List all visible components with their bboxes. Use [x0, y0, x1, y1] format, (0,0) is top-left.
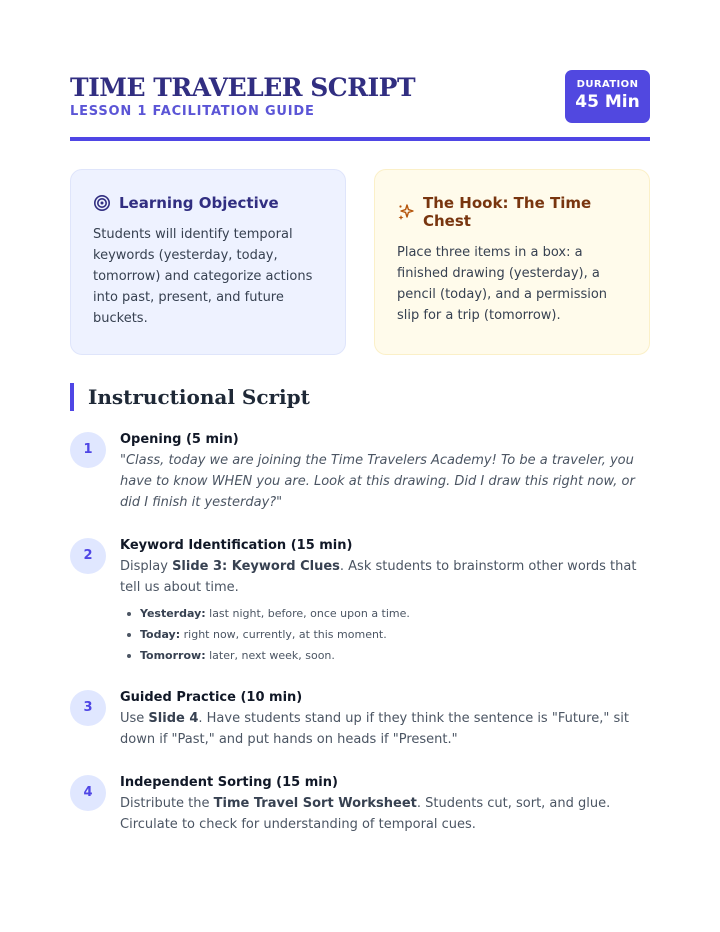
learning-objective-card — [70, 169, 346, 355]
worksheet-reference: Time Travel Sort Worksheet — [213, 796, 417, 811]
step-title: Independent Sorting (15 min) — [120, 775, 338, 790]
list-item: Tomorrow: later, next week, soon. — [120, 645, 650, 666]
step-number: 1 — [70, 432, 106, 468]
step-quote: "Class, today we are joining the Time Travelers Academy! To be a traveler, you have to know WHEN you are. Look at this drawing. Did I draw this right now, or did I finish it yesterday?" — [120, 453, 635, 510]
slide-reference: Slide 4 — [148, 711, 199, 726]
header-divider — [70, 137, 650, 141]
step-content — [120, 775, 650, 835]
duration-value: 45 Min — [575, 92, 640, 112]
step-text: Display Slide 3: Keyword Clues. Ask students to brainstorm other words that tell us about time. — [120, 559, 637, 595]
learning-objective-title: Learning Objective — [119, 194, 279, 212]
step-content — [120, 432, 650, 513]
step-number: 3 — [70, 690, 106, 726]
list-item: Yesterday: last night, before, once upon a time. — [120, 603, 650, 624]
target-icon — [93, 194, 111, 212]
list-item: Today: right now, currently, at this moment. — [120, 624, 650, 645]
duration-label: DURATION — [576, 79, 639, 90]
step-title: Guided Practice (10 min) — [120, 690, 303, 705]
step-content — [120, 690, 650, 750]
step-text: Distribute the Time Travel Sort Worksheet. Students cut, sort, and glue. Circulate to check for understanding of temporal cues. — [120, 796, 611, 832]
page-subtitle: LESSON 1 FACILITATION GUIDE — [70, 104, 315, 119]
step-number: 4 — [70, 775, 106, 811]
hook-title: The Hook: The Time Chest — [423, 194, 592, 230]
step-text: Use Slide 4. Have students stand up if they think the sentence is "Future," sit down if "Past," and put hands on heads if "Present." — [120, 711, 629, 747]
learning-objective-header — [93, 194, 323, 212]
step-title: Keyword Identification (15 min) — [120, 538, 353, 553]
section-title: Instructional Script — [88, 385, 310, 409]
step-number: 2 — [70, 538, 106, 574]
keyword-list — [120, 603, 650, 666]
page-title: TIME TRAVELER SCRIPT — [70, 73, 416, 102]
hook-text: Place three items in a box: a finished drawing (yesterday), a pencil (today), and a permission slip for a trip (tomorrow). — [397, 245, 608, 323]
hook-card — [374, 169, 650, 355]
slide-reference: Slide 3: Keyword Clues — [172, 559, 340, 574]
step-content — [120, 538, 650, 666]
hook-header — [397, 194, 627, 230]
duration-badge — [565, 70, 650, 123]
learning-objective-text: Students will identify temporal keywords (yesterday, today, tomorrow) and categorize actions into past, present, and future buckets. — [93, 227, 313, 326]
step-title: Opening (5 min) — [120, 432, 239, 447]
lesson-header — [70, 70, 650, 142]
sparkle-icon — [397, 203, 415, 221]
instructional-script-heading — [70, 383, 310, 411]
